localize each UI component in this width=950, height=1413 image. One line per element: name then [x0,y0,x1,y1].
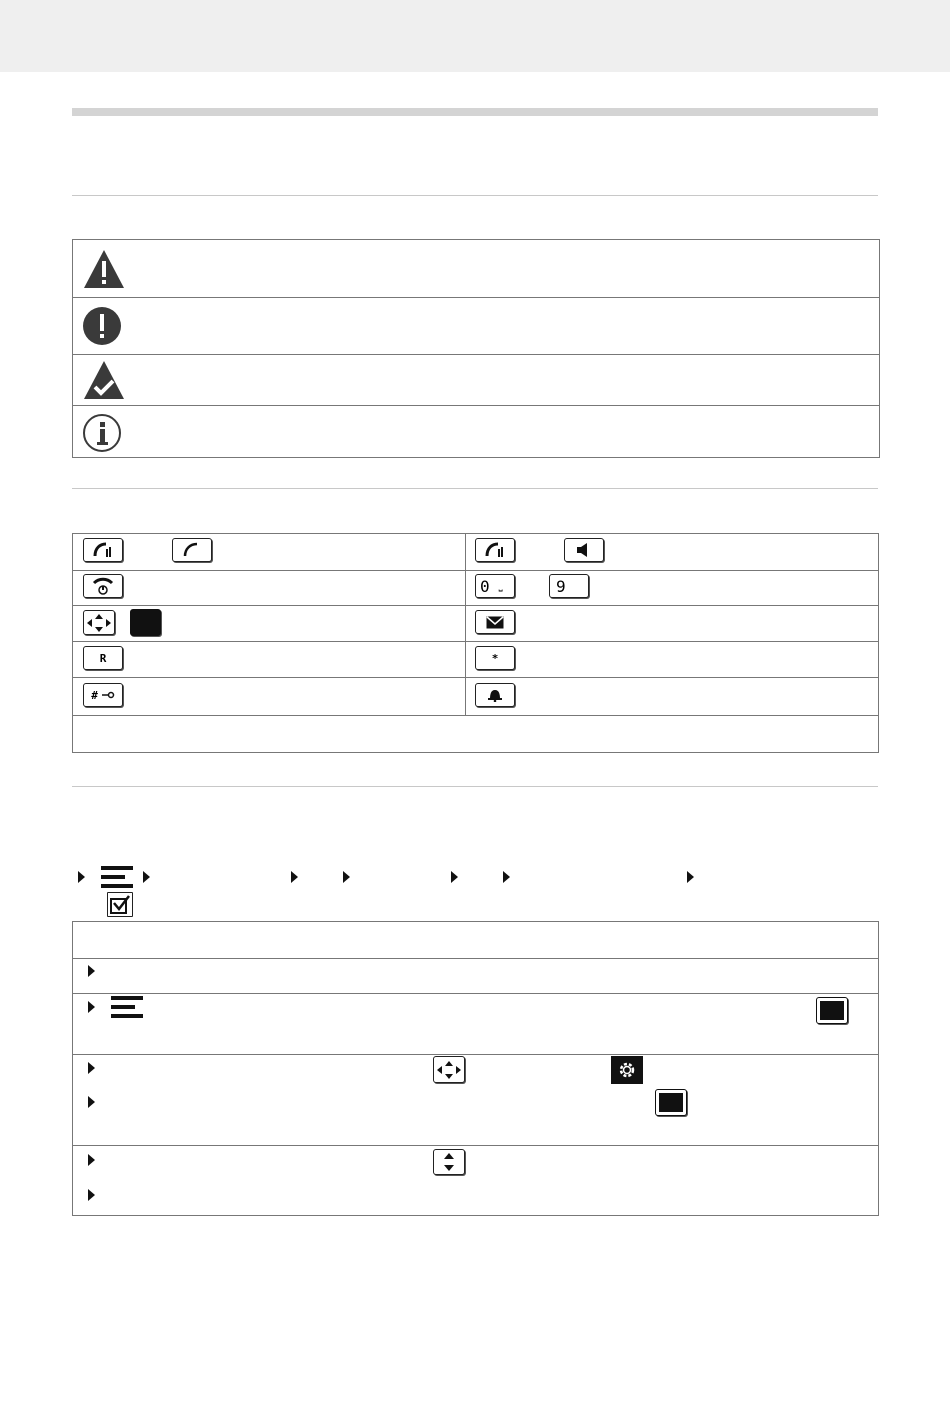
breadcrumb-arrow-icon [143,871,150,883]
display-key-icon [655,1089,687,1116]
speaker-key-icon [564,538,604,562]
zero-key-label: 0 [480,576,490,596]
menu-icon[interactable] [111,996,143,1023]
menu-icon[interactable] [101,866,133,893]
proc-row-4 [73,1145,878,1215]
recall-key-icon [83,646,123,670]
hash-key-label: # [91,688,98,702]
top-band [0,0,950,72]
control-key-icon [83,610,115,635]
message-key-icon [475,610,515,634]
header-bar [72,108,878,116]
step-arrow-icon [88,1189,95,1201]
section-rule-1 [72,195,878,196]
checkbox-checked-icon[interactable] [107,892,133,917]
step-arrow-icon [88,965,95,977]
step-arrow-icon [88,1096,95,1108]
breadcrumb-arrow-icon [451,871,458,883]
check-triangle-icon [82,359,126,406]
procedure-table [72,921,879,1216]
display-key-fill [659,1093,683,1112]
nine-key-icon [549,574,589,598]
bell-key-icon [475,683,515,707]
section-rule-2 [72,488,878,489]
breadcrumb-arrow-icon [291,871,298,883]
control-key-icon [433,1056,465,1083]
space-glyph: ⎵ [498,580,503,592]
notice-row-tip [73,354,879,406]
keys-row-footer [73,715,878,752]
section-rule-3 [72,786,878,787]
proc-row-3 [73,1054,878,1146]
display-key-icon [130,609,161,636]
step-arrow-icon [88,1062,95,1074]
keys-table [72,533,879,753]
nine-key-label: 9 [556,576,566,596]
warning-triangle-icon [82,248,126,295]
zero-key-icon [475,574,515,598]
display-key-fill [820,1001,844,1020]
step-arrow-icon [88,1154,95,1166]
breadcrumb-arrow-icon [687,871,694,883]
end-call-key-icon [83,574,123,598]
info-circle-icon [82,413,122,458]
notice-row-warning [73,240,879,298]
notice-row-important [73,297,879,355]
notice-symbols-table [72,239,880,458]
up-down-key-icon [433,1149,465,1175]
breadcrumb-arrow-icon [503,871,510,883]
handset-key-icon [172,538,212,562]
display-key-icon [816,997,848,1024]
recall-key-label: R [99,651,107,665]
proc-row-header [73,922,878,959]
talk-key-icon [83,538,123,562]
hash-lock-key-icon [83,683,123,707]
star-key-label: * [491,651,499,665]
star-key-icon [475,646,515,670]
notice-row-info [73,405,879,457]
talk-key-icon-2 [475,538,515,562]
settings-gear-icon [611,1056,643,1084]
proc-row-1 [73,958,878,994]
proc-row-2 [73,993,878,1055]
breadcrumb-arrow-icon [343,871,350,883]
step-arrow-icon [78,871,85,883]
exclamation-circle-icon [82,306,122,351]
step-arrow-icon [88,1001,95,1013]
